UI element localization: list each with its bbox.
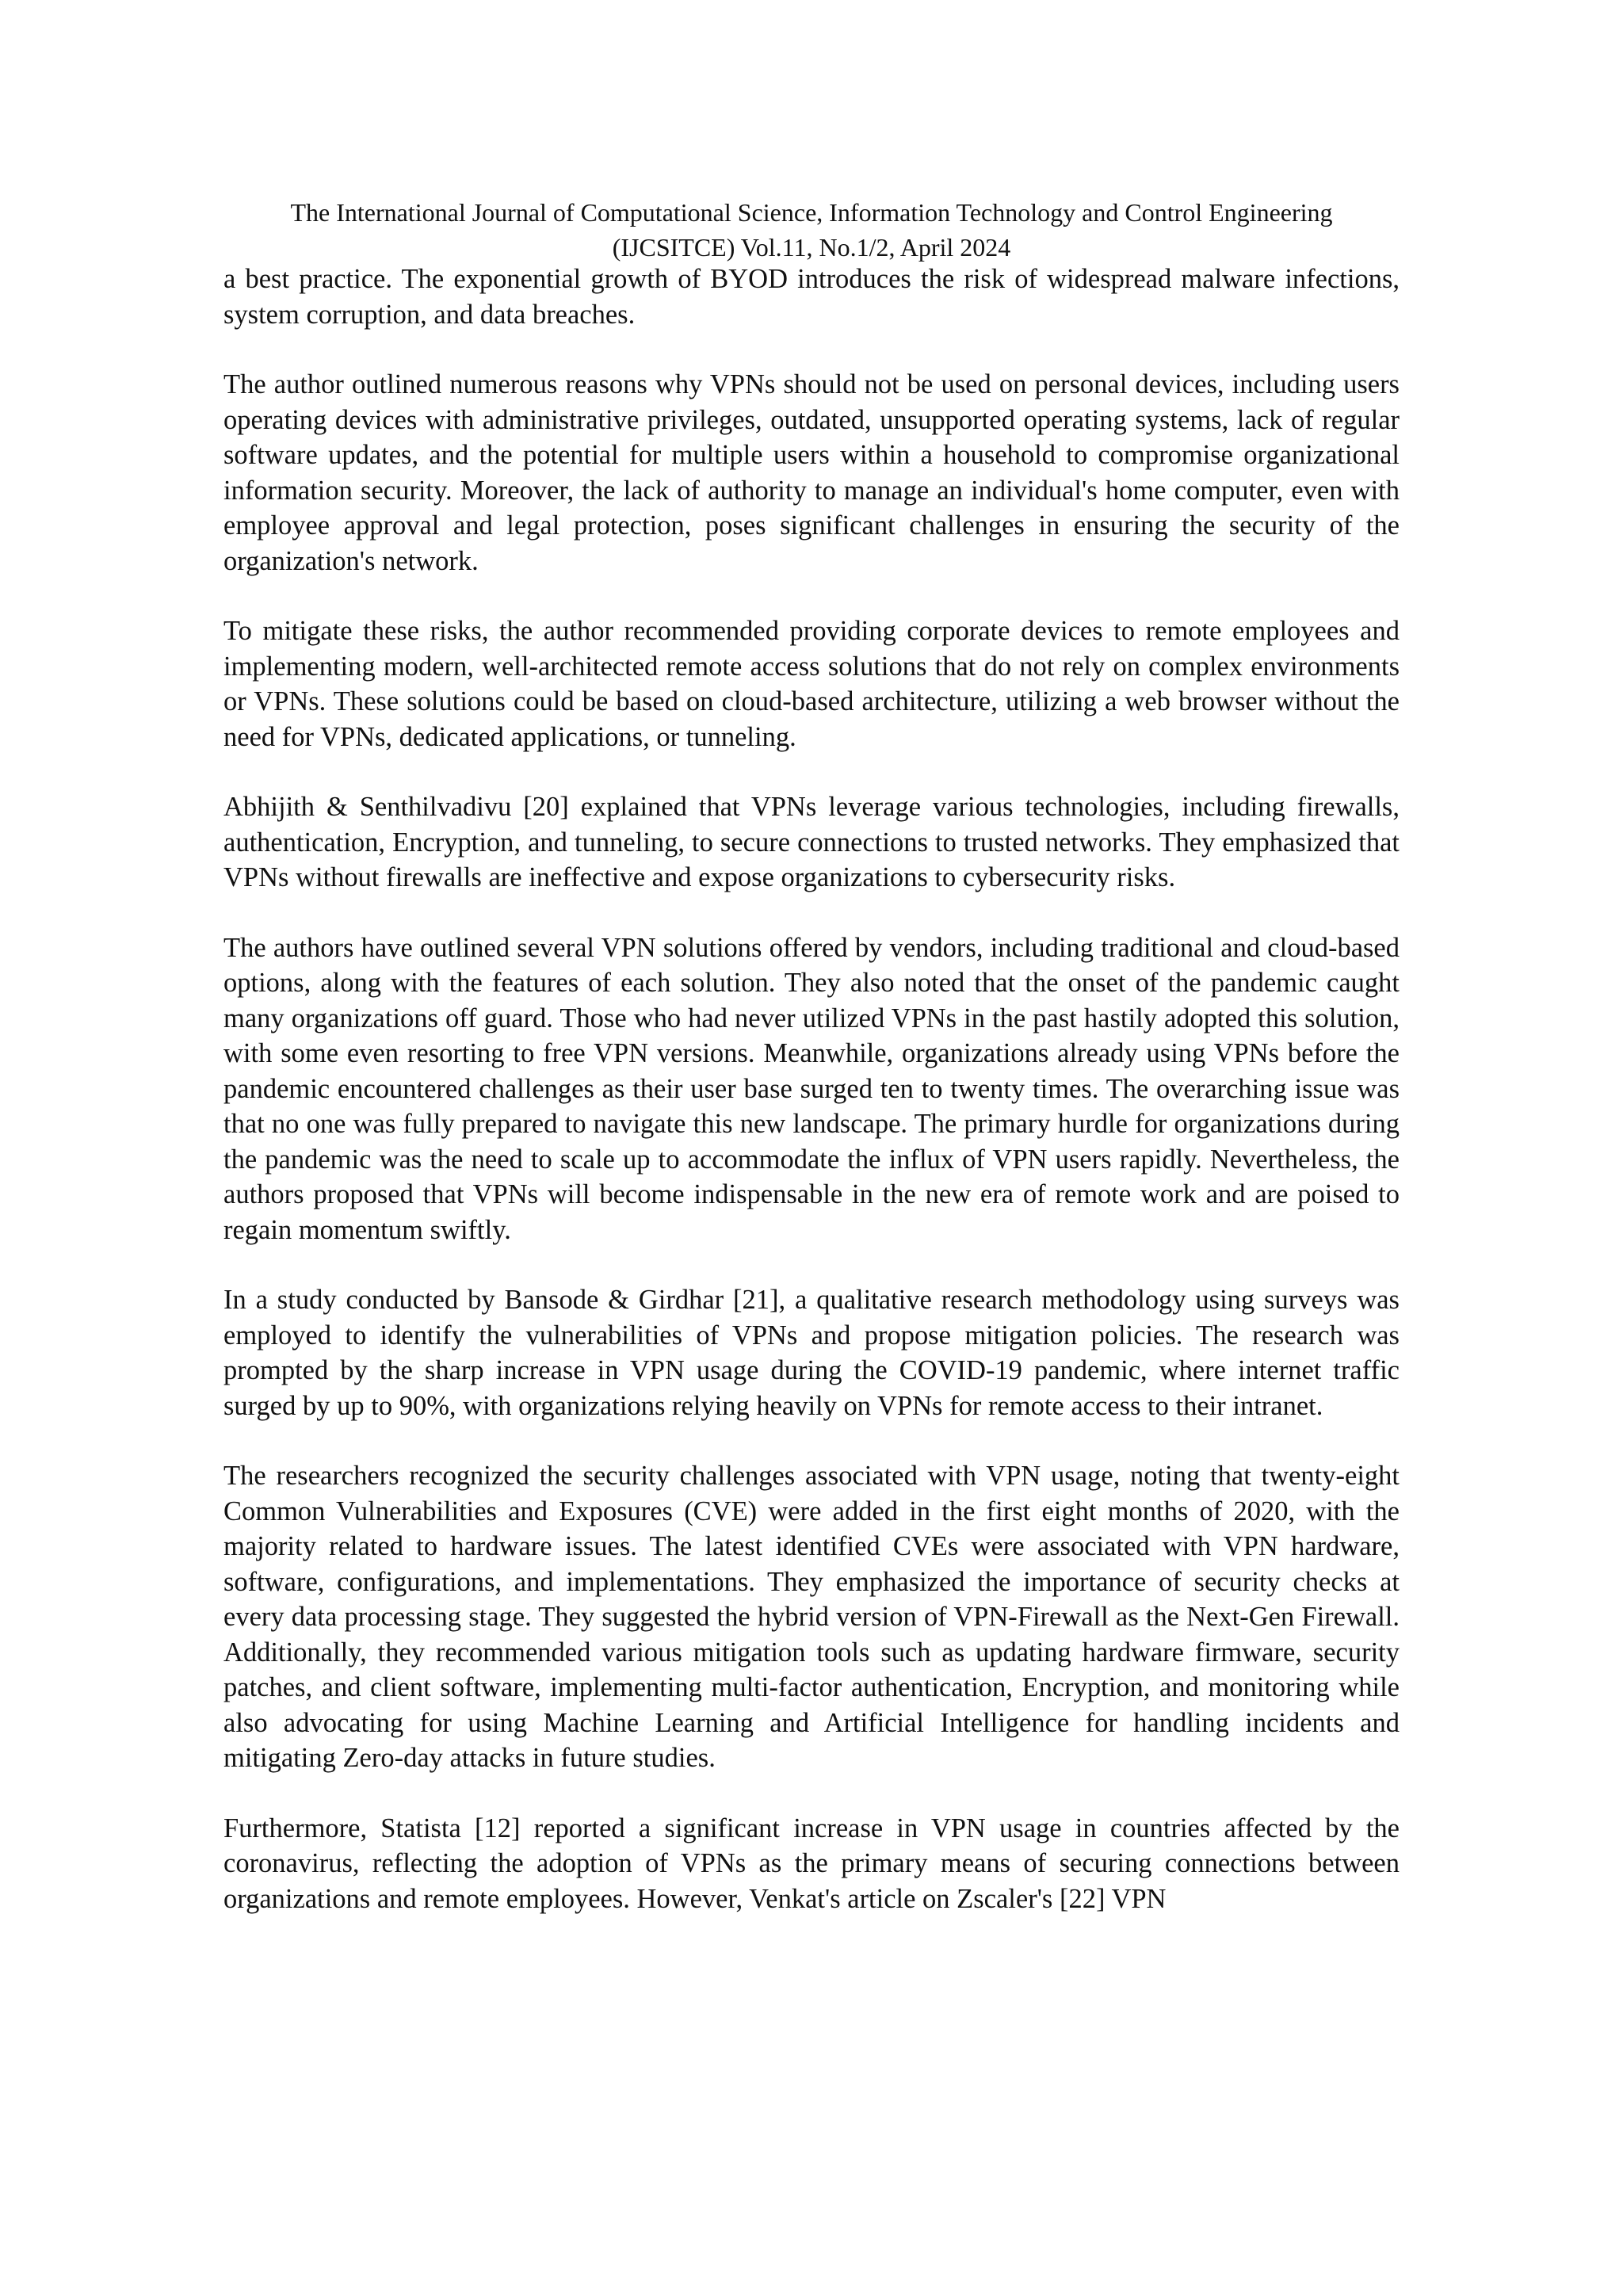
running-header (0, 195, 1623, 265)
paragraph-vpn-solutions-vendors: The authors have outlined several VPN solutions offered by vendors, including traditional and cloud-based options, along with the features of each solution. They also noted that the onset of the pandemic caught many organizations off guard. Those who had never utilized VPNs in the past hastily adopted this solution, with some even resorting to free VPN versions. Meanwhile, organizations already using VPNs before the pandemic encountered challenges as their user base surged ten to twenty times. The overarching issue was that no one was fully prepared to navigate this new landscape. The primary hurdle for organizations during the pandemic was the need to scale up to accommodate the influx of VPN users rapidly. Nevertheless, the authors proposed that VPNs will become indispensable in the new era of remote work and are poised to regain momentum swiftly. (223, 932, 1400, 1245)
paragraph-byod-continuation: a best practice. The exponential growth of BYOD introduces the risk of widespread malware infections, system corruption, and data breaches. (223, 264, 1400, 330)
journal-title-line: The International Journal of Computational Science, Information Technology and Control Engineering (290, 198, 1333, 227)
body-text (223, 262, 1400, 1951)
paragraph-bansode-girdhar: In a study conducted by Bansode & Girdhar [21], a qualitative research methodology using surveys was employed to identify the vulnerabilities of VPNs and propose mitigation policies. The research was prompted by the sharp increase in VPN usage during the COVID-19 pandemic, where internet traffic surged by up to 90%, with organizations relying heavily on VPNs for remote access to their intranet. (223, 1285, 1400, 1421)
paragraph-abhijith-senthilvadivu: Abhijith & Senthilvadivu [20] explained that VPNs leverage various technologies, including firewalls, authentication, Encryption, and tunneling, to secure connections to trusted networks. They emphasized that VPNs without firewalls are ineffective and expose organizations to cybersecurity risks. (223, 792, 1400, 892)
paragraph-statista-zscaler: Furthermore, Statista [12] reported a significant increase in VPN usage in countries affected by the coronavirus, reflecting the adoption of VPNs as the primary means of securing connections between organizations and remote employees. However, Venkat's article on Zscaler's [22] VPN (223, 1813, 1400, 1914)
paragraph-vpn-personal-devices: The author outlined numerous reasons why VPNs should not be used on personal devices, including users operating devices with administrative privileges, outdated, unsupported operating systems, lack of regular software updates, and the potential for multiple users within a household to compromise organizational information security. Moreover, the lack of authority to manage an individual's home computer, even with employee approval and legal protection, poses significant challenges in ensuring the security of the organization's network. (223, 369, 1400, 576)
journal-issue-line: (IJCSITCE) Vol.11, No.1/2, April 2024 (612, 233, 1011, 262)
paragraph-security-challenges: The researchers recognized the security challenges associated with VPN usage, noting that twenty-eight Common Vulnerabilities and Exposures (CVE) were added in the first eight months of 2020, with the majority related to hardware issues. The latest identified CVEs were associated with VPN hardware, software, configurations, and implementations. They emphasized the importance of security checks at every data processing stage. They suggested the hybrid version of VPN-Firewall as the Next-Gen Firewall. Additionally, they recommended various mitigation tools such as updating hardware firmware, security patches, and client software, implementing multi-factor authentication, Encryption, and monitoring while also advocating for using Machine Learning and Artificial Intelligence for handling incidents and mitigating Zero-day attacks in future studies. (223, 1461, 1400, 1773)
paragraph-mitigate-risks: To mitigate these risks, the author recommended providing corporate devices to remote employees and implementing modern, well-architected remote access solutions that do not rely on complex environments or VPNs. These solutions could be based on cloud-based architecture, utilizing a web browser without the need for VPNs, dedicated applications, or tunneling. (223, 616, 1400, 752)
